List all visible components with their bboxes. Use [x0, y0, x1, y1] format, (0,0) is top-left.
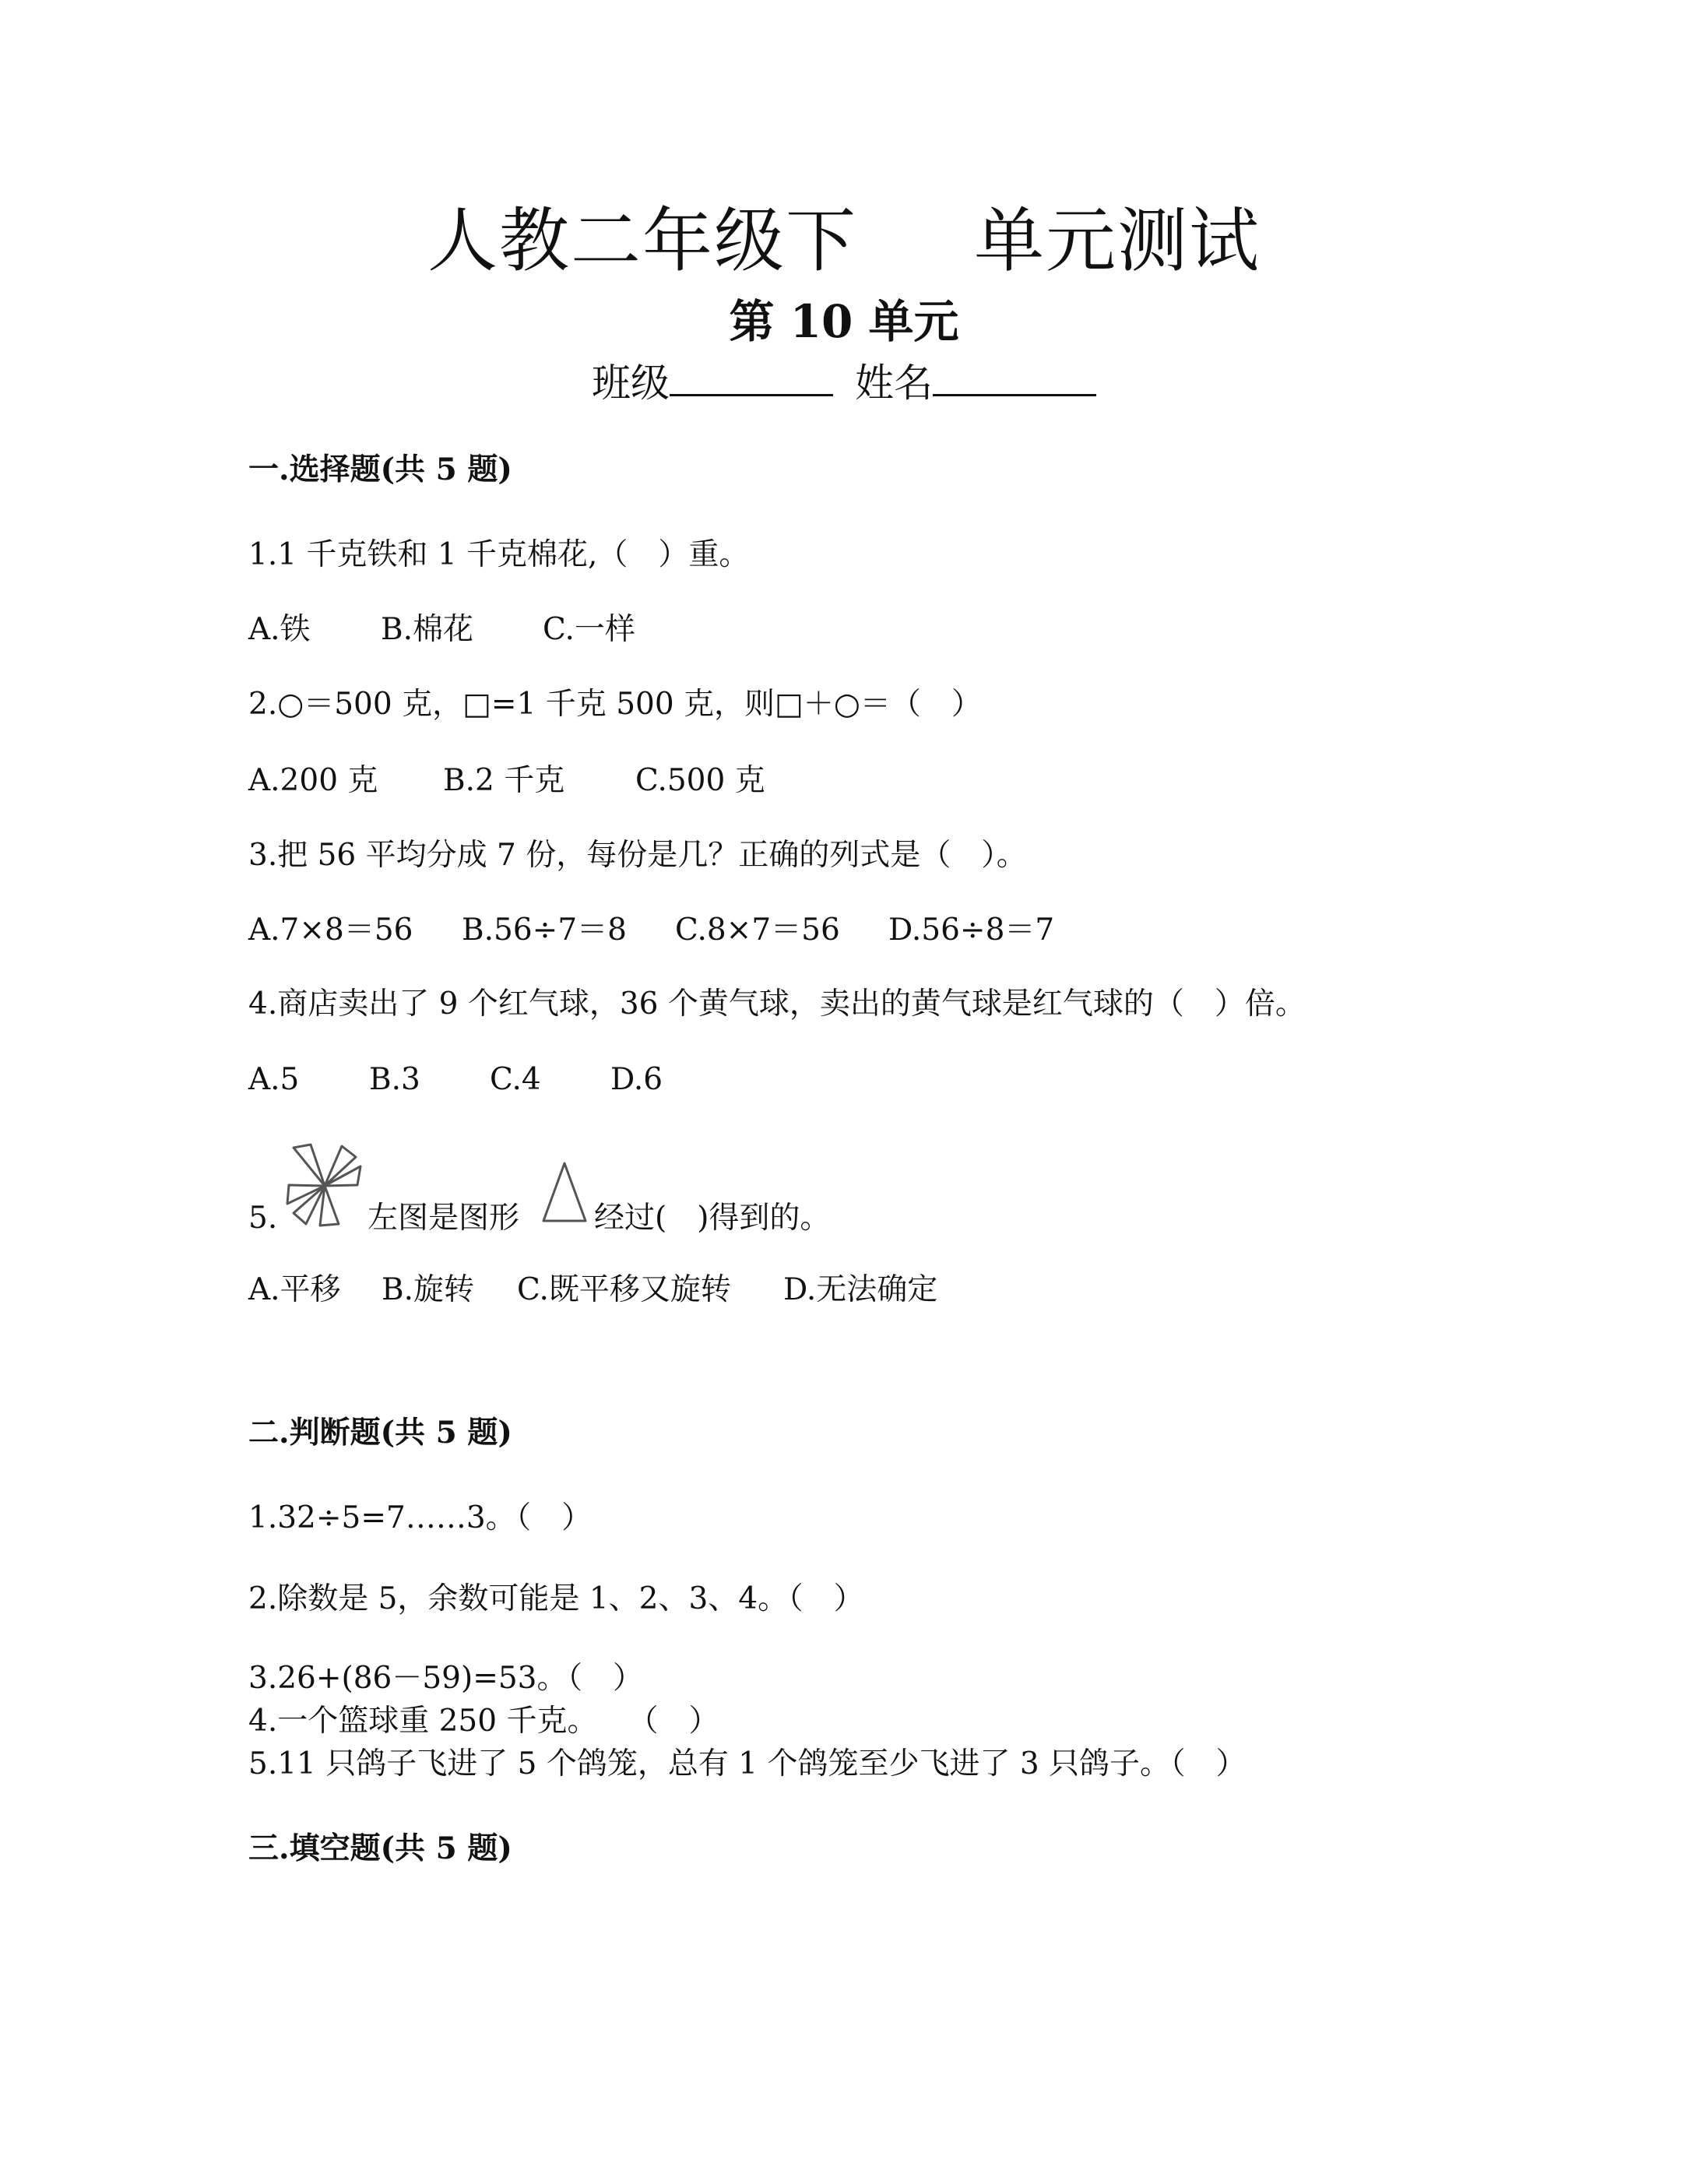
option[interactable]: A.7×8＝56	[248, 913, 413, 948]
class-name-row	[0, 358, 1688, 407]
option[interactable]: D.无法确定	[783, 1272, 938, 1307]
name-blank[interactable]	[933, 358, 1096, 396]
question-5-options	[248, 1271, 937, 1310]
question-2: 2.○＝500 克，□=1 千克 500 克，则□＋○＝（ ）	[248, 687, 982, 722]
judge-item: 2.除数是 5，余数可能是 1、2、3、4。（ ）	[248, 1581, 864, 1616]
page-title	[0, 199, 1688, 284]
question-4: 4.商店卖出了 9 个红气球，36 个黄气球，卖出的黄气球是红气球的（ ）倍。	[248, 986, 1306, 1022]
option[interactable]: A.平移	[248, 1272, 341, 1307]
judge-item: 1.32÷5=7……3。（ ）	[248, 1500, 593, 1535]
question-1: 1.1 千克铁和 1 千克棉花,（ ）重。	[248, 537, 750, 572]
option[interactable]: B.棉花	[381, 612, 474, 647]
question-5-text-b: 经过( )得到的。	[594, 1201, 831, 1236]
question-1-options	[248, 610, 635, 649]
pinwheel-figure-icon	[284, 1143, 366, 1229]
section-heading-choice: 一.选择题(共 5 题)	[248, 452, 512, 487]
option[interactable]: D.56÷8＝7	[888, 913, 1055, 948]
option[interactable]: B.旋转	[382, 1272, 475, 1307]
section-heading-judge: 二.判断题(共 5 题)	[248, 1415, 512, 1451]
section-heading-fill: 三.填空题(共 5 题)	[248, 1831, 512, 1866]
triangle-figure-icon	[537, 1159, 592, 1229]
name-label: 姓名	[855, 360, 933, 406]
option[interactable]: C.一样	[543, 612, 635, 647]
option[interactable]: B.56÷7＝8	[462, 913, 627, 948]
title-grade: 人教二年级下	[427, 200, 857, 282]
option[interactable]: C.500 克	[635, 763, 765, 798]
question-5-text-a: 左图是图形	[367, 1201, 520, 1236]
unit-subtitle: 第 10 单元	[729, 295, 959, 348]
title-test: 单元测试	[974, 200, 1261, 282]
option[interactable]: B.2 千克	[443, 763, 565, 798]
question-5-number: 5.	[248, 1201, 278, 1236]
option[interactable]: A.5	[248, 1062, 300, 1097]
judge-item: 5.11 只鸽子飞进了 5 个鸽笼，总有 1 个鸽笼至少飞进了 3 只鸽子。（ ）	[248, 1746, 1247, 1781]
judge-item: 4.一个篮球重 250 千克。 （ ）	[248, 1704, 719, 1739]
question-3: 3.把 56 平均分成 7 份，每份是几？正确的列式是（ ）。	[248, 838, 1027, 873]
option[interactable]: C.4	[490, 1062, 541, 1097]
question-4-options	[248, 1060, 663, 1099]
class-label: 班级	[592, 360, 670, 406]
option[interactable]: A.200 克	[248, 763, 378, 798]
option[interactable]: B.3	[369, 1062, 420, 1097]
option[interactable]: C.8×7＝56	[675, 913, 840, 948]
option[interactable]: C.既平移又旋转	[517, 1272, 731, 1307]
question-3-options	[248, 911, 1054, 950]
option[interactable]: A.铁	[248, 612, 311, 647]
class-blank[interactable]	[670, 358, 833, 396]
judge-item: 3.26+(86－59)=53。（ ）	[248, 1661, 644, 1696]
option[interactable]: D.6	[610, 1062, 663, 1097]
question-2-options	[248, 761, 765, 800]
